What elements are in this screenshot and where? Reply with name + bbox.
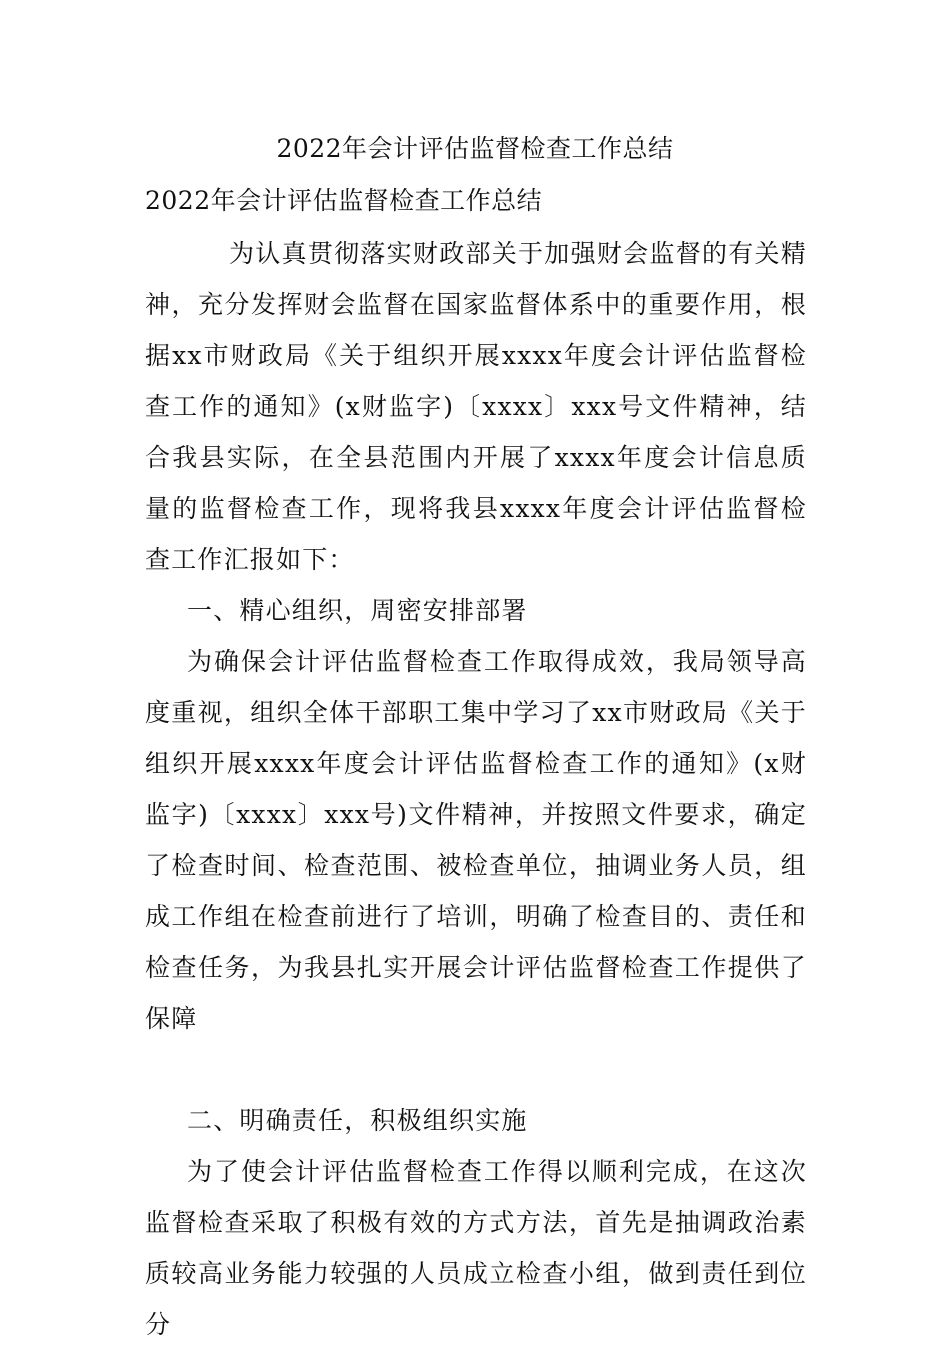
section-1-heading: 一、精心组织，周密安排部署 [187,596,528,625]
section-2-paragraph: 为了使会计评估监督检查工作得以顺利完成，在这次监督检查采取了积极有效的方式方法，首先是抽调政治素质较高业务能力较强的人员成立检查小组，做到责任到位分 [145,1157,807,1339]
section-1-paragraph: 为确保会计评估监督检查工作取得成效，我局领导高度重视，组织全体干部职工集中学习了xx市财政局《关于组织开展xxxx年度会计评估监督检查工作的通知》(x财监字)〔xxxx〕xxx号)文件精神，并按照文件要求，确定了检查时间、检查范围、被检查单位，抽调业务人员，组成工作组在检查前进行了培训，明确了检查目的、责任和检查任务，为我县扎实开展会计评估监督检查工作提供了保障 [145,647,807,1033]
document-title: 2022年会计评估监督检查工作总结 [276,134,674,163]
paragraph-spacer [145,1044,807,1095]
section-2-heading: 二、明确责任，积极组织实施 [187,1106,528,1135]
intro-paragraph: 为认真贯彻落实财政部关于加强财会监督的有关精神，充分发挥财会监督在国家监督体系中的重要作用，根据xx市财政局《关于组织开展xxxx年度会计评估监督检查工作的通知》(x财监字)〔xxxx〕xxx号文件精神，结合我县实际，在全县范围内开展了xxxx年度会计信息质量的监督检查工作，现将我县xxxx年度会计评估监督检查工作汇报如下： [145,239,807,574]
document-subtitle: 2022年会计评估监督检查工作总结 [145,186,543,215]
document-body [145,228,807,1350]
